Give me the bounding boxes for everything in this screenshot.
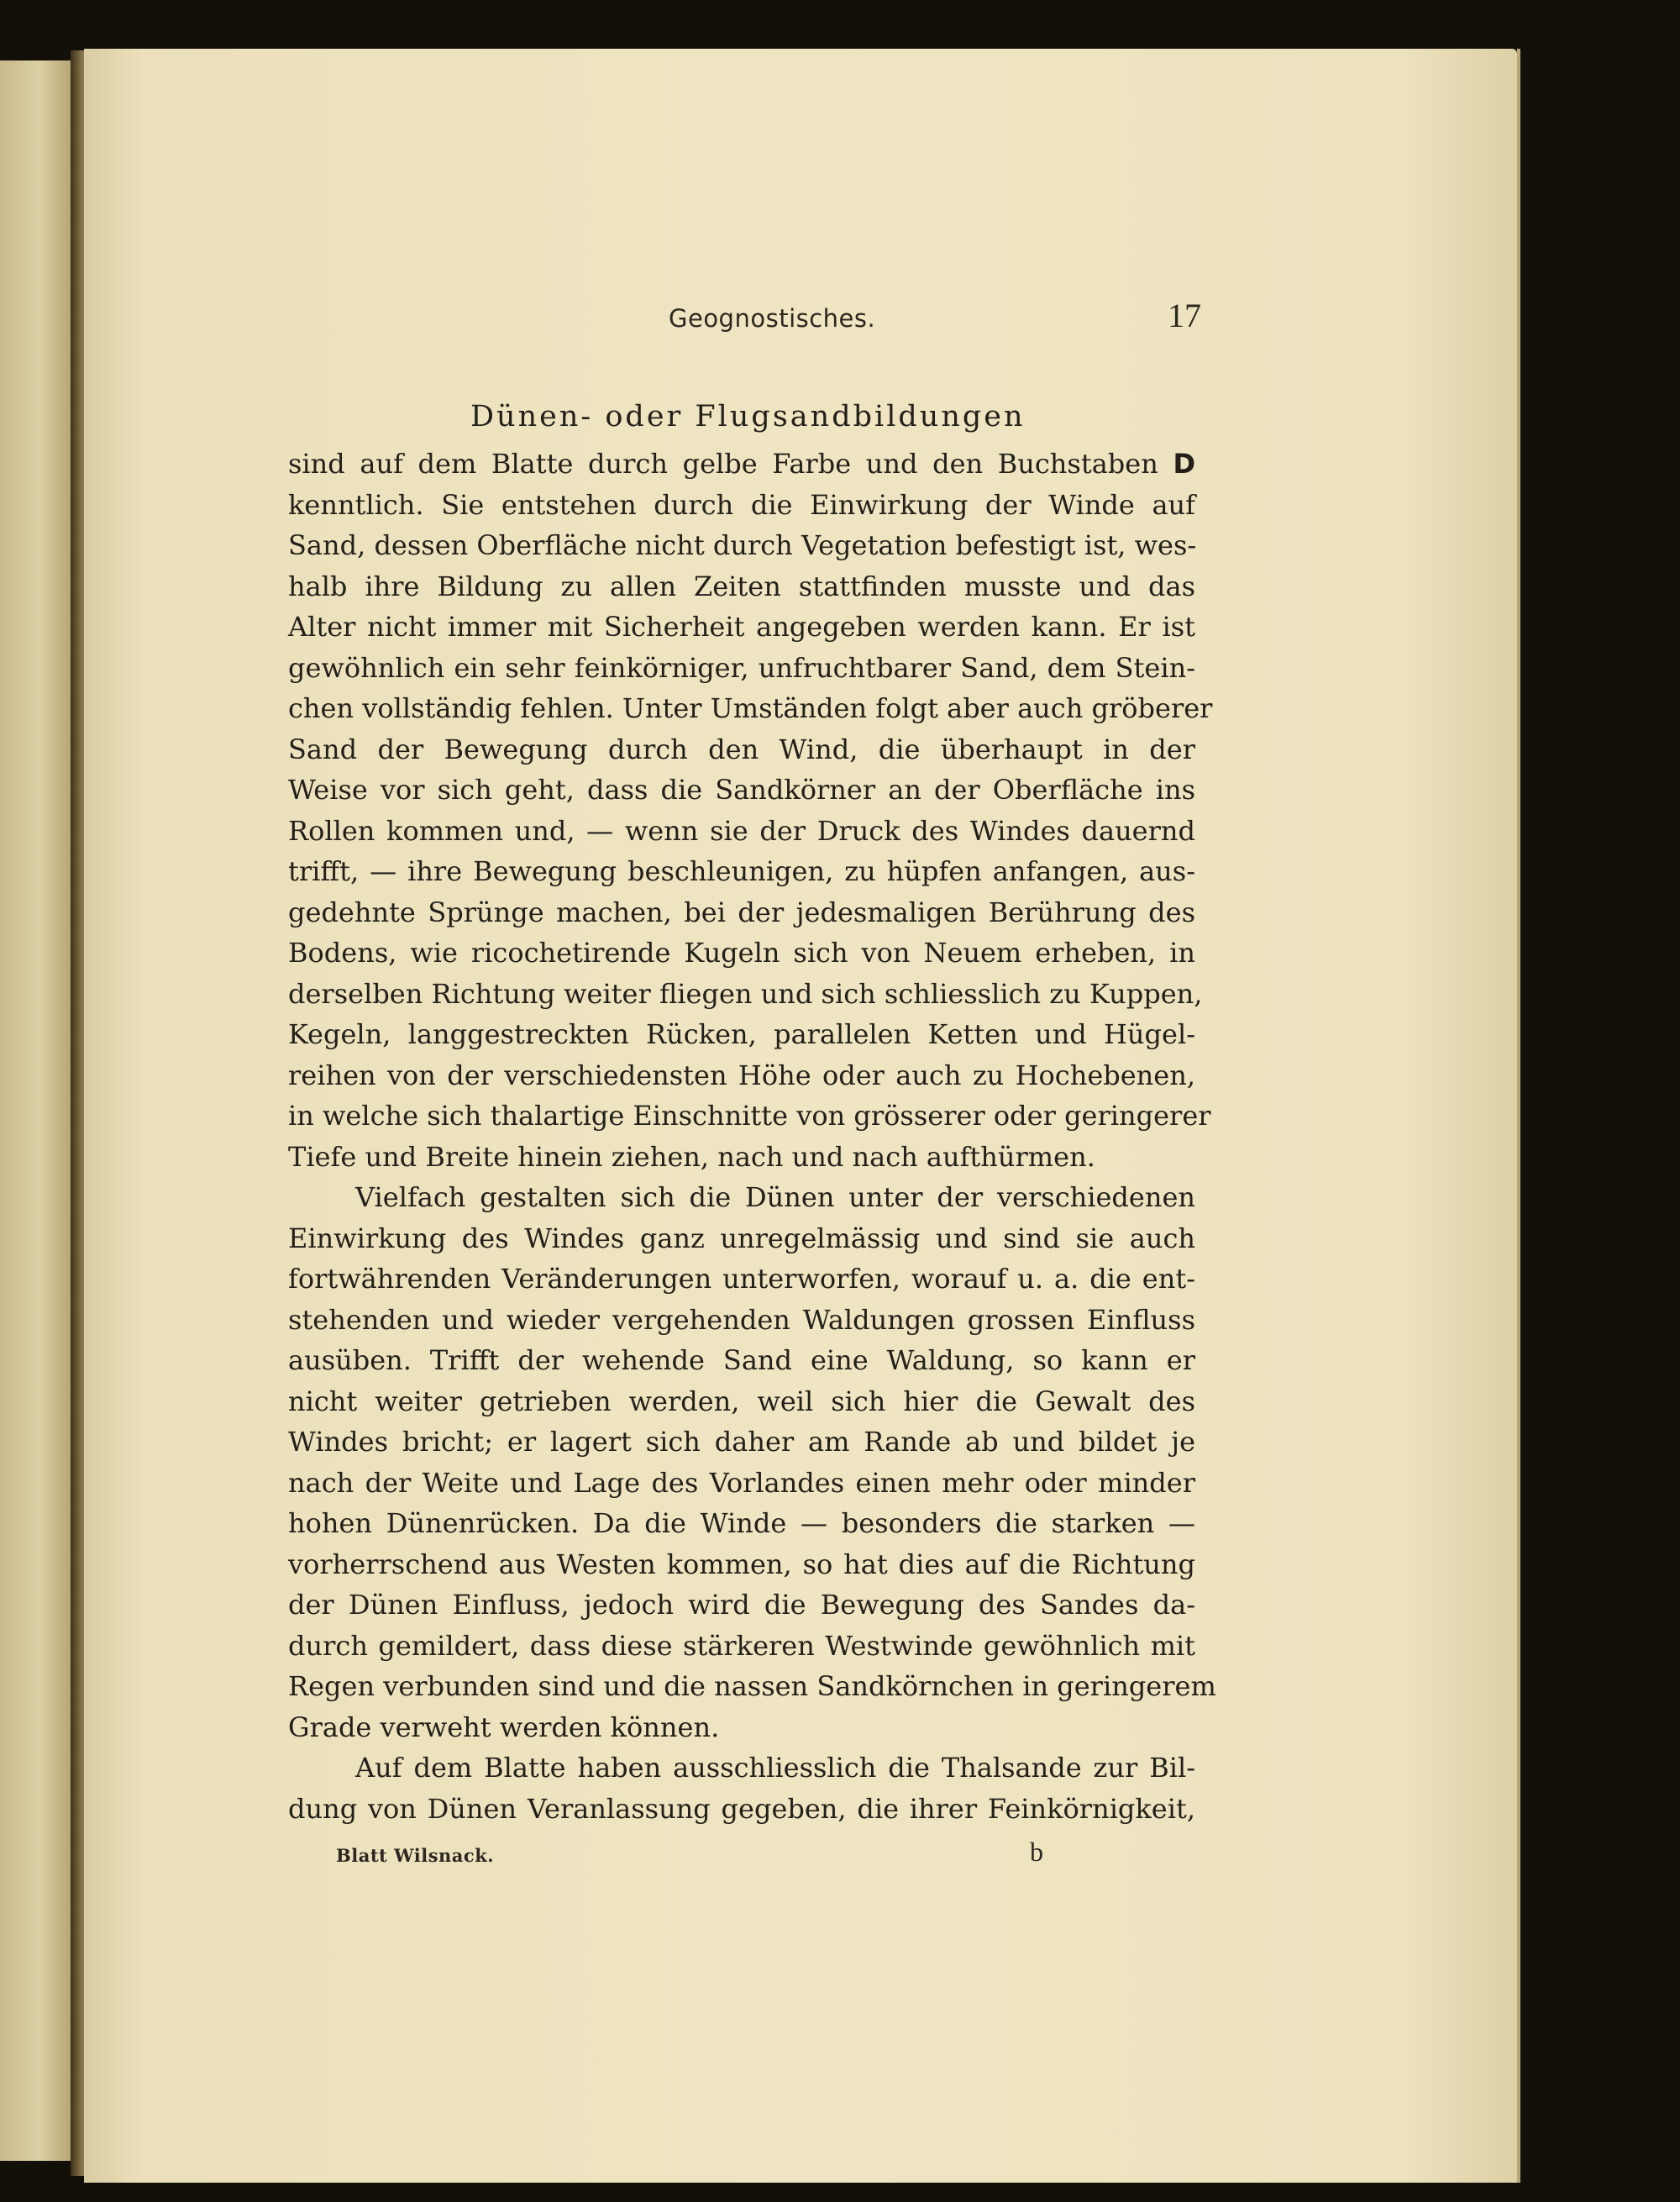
- text-line: [288, 1789, 1195, 1830]
- text-line-content: Sand der Bewegung durch den Wind, die überhaupt in der: [288, 733, 1195, 765]
- text-line: [288, 1096, 1211, 1137]
- text-line: [288, 1381, 1195, 1422]
- text-line: [288, 729, 1195, 770]
- text-line: [288, 1626, 1195, 1667]
- signature-mark: b: [1030, 1837, 1043, 1867]
- text-line: [288, 1422, 1195, 1463]
- text-line-content: Einwirkung des Windes ganz unregelmässig und sind sie auch: [288, 1222, 1195, 1254]
- page-number: 17: [1168, 297, 1201, 334]
- section-heading: Dünen- oder Flugsandbildungen: [470, 400, 1026, 434]
- text-line: [288, 1747, 1195, 1789]
- text-line: [288, 1463, 1195, 1504]
- text-line: [288, 1014, 1195, 1055]
- text-line-content: Vielfach gestalten sich die Dünen unter der verschiedenen: [355, 1181, 1195, 1213]
- text-line-content: gewöhnlich ein sehr feinkörniger, unfruchtbarer Sand, dem Stein-: [288, 651, 1195, 684]
- text-line: [288, 1218, 1195, 1259]
- text-line: [288, 1137, 1195, 1178]
- text-line-content: nicht weiter getrieben werden, weil sich hier die Gewalt des: [288, 1385, 1195, 1417]
- text-line: [288, 444, 1195, 485]
- text-line: [288, 1503, 1195, 1544]
- text-line-content: stehenden und wieder vergehenden Waldungen grossen Einfluss: [288, 1303, 1195, 1336]
- text-line: [288, 1300, 1195, 1341]
- text-line-content: Kegeln, langgestreckten Rücken, parallelen Ketten und Hügel-: [288, 1018, 1195, 1050]
- text-line-content: gedehnte Sprünge machen, bei der jedesmaligen Berührung des: [288, 896, 1195, 928]
- text-line-content: der Dünen Einfluss, jedoch wird die Bewegung des Sandes da-: [288, 1589, 1195, 1621]
- text-line-content: reihen von der verschiedensten Höhe oder auch zu Hochebenen,: [288, 1059, 1195, 1091]
- text-line-content: dung von Dünen Veranlassung gegeben, die ihrer Feinkörnigkeit,: [288, 1792, 1195, 1825]
- text-line: [288, 892, 1195, 933]
- text-line: [288, 525, 1195, 566]
- text-line: [288, 974, 1203, 1015]
- text-line: [288, 811, 1195, 852]
- text-line: [288, 566, 1195, 607]
- text-line-content: Weise vor sich geht, dass die Sandkörner an der Oberfläche ins: [288, 774, 1195, 806]
- text-line: [288, 485, 1195, 526]
- text-line: [288, 1177, 1195, 1218]
- text-line: [288, 1584, 1195, 1626]
- text-line-content: Bodens, wie ricochetirende Kugeln sich von Neuem erheben, in: [288, 937, 1195, 969]
- text-line-content: fortwährenden Veränderungen unterworfen, worauf u. a. die ent-: [288, 1263, 1195, 1295]
- text-line-content: chen vollständig fehlen. Unter Umständen folgt aber auch gröberer: [288, 692, 1213, 724]
- running-head: Geognostisches.: [669, 304, 876, 333]
- text-line-content: Regen verbunden sind und die nassen Sandkörnchen in geringerem: [288, 1670, 1216, 1702]
- text-line: [288, 1707, 1195, 1748]
- text-line: [288, 933, 1195, 974]
- text-line-content: hohen Dünenrücken. Da die Winde — besonders die starken —: [288, 1507, 1195, 1539]
- text-line-content: ausüben. Trifft der wehende Sand eine Waldung, so kann er: [288, 1344, 1195, 1376]
- footer-sheet-title: Blatt Wilsnack.: [336, 1845, 495, 1866]
- book-gutter: [71, 50, 84, 2176]
- map-symbol-letter: D: [1173, 448, 1196, 480]
- text-line-content: halb ihre Bildung zu allen Zeiten stattfinden musste und das: [288, 570, 1195, 602]
- text-line: [288, 607, 1195, 648]
- text-line-content: in welche sich thalartige Einschnitte von grösserer oder geringerer: [288, 1100, 1211, 1132]
- text-line-content: Grade verweht werden können.: [288, 1711, 720, 1743]
- text-line-content: Alter nicht immer mit Sicherheit angegeben werden kann. Er ist: [288, 611, 1195, 643]
- text-line-content: Windes bricht; er lagert sich daher am Rande ab und bildet je: [288, 1426, 1195, 1458]
- text-line-content: vorherrschend aus Westen kommen, so hat dies auf die Richtung: [288, 1548, 1195, 1580]
- text-line-content: Sand, dessen Oberfläche nicht durch Vegetation befestigt ist, wes-: [288, 529, 1197, 561]
- text-line: [288, 1259, 1195, 1300]
- left-page-edge: [0, 60, 73, 2161]
- text-line: [288, 1544, 1195, 1585]
- text-line-content: nach der Weite und Lage des Vorlandes einen mehr oder minder: [288, 1466, 1195, 1499]
- text-line-content: trifft, — ihre Bewegung beschleunigen, zu hüpfen anfangen, aus-: [288, 855, 1195, 887]
- text-line: [288, 851, 1195, 892]
- text-line: [288, 1666, 1216, 1707]
- page-fore-edge: [1517, 49, 1520, 2183]
- text-line: [288, 770, 1195, 811]
- text-line-content: sind auf dem Blatte durch gelbe Farbe und den Buchstaben: [288, 448, 1158, 480]
- text-line-content: durch gemildert, dass diese stärkeren Westwinde gewöhnlich mit: [288, 1629, 1195, 1662]
- text-line: [288, 1340, 1195, 1381]
- text-line: [288, 688, 1213, 729]
- text-line-content: Tiefe und Breite hinein ziehen, nach und nach aufthürmen.: [288, 1140, 1095, 1173]
- body-text: [288, 444, 1216, 1829]
- text-line-content: derselben Richtung weiter fliegen und sich schliesslich zu Kuppen,: [288, 977, 1203, 1010]
- text-line-content: Auf dem Blatte haben ausschliesslich die Thalsande zur Bil-: [355, 1752, 1195, 1784]
- text-line: [288, 648, 1195, 689]
- text-line-content: Rollen kommen und, — wenn sie der Druck des Windes dauernd: [288, 814, 1195, 847]
- text-line: [288, 1055, 1195, 1096]
- text-line-content: kenntlich. Sie entstehen durch die Einwirkung der Winde auf: [288, 488, 1195, 521]
